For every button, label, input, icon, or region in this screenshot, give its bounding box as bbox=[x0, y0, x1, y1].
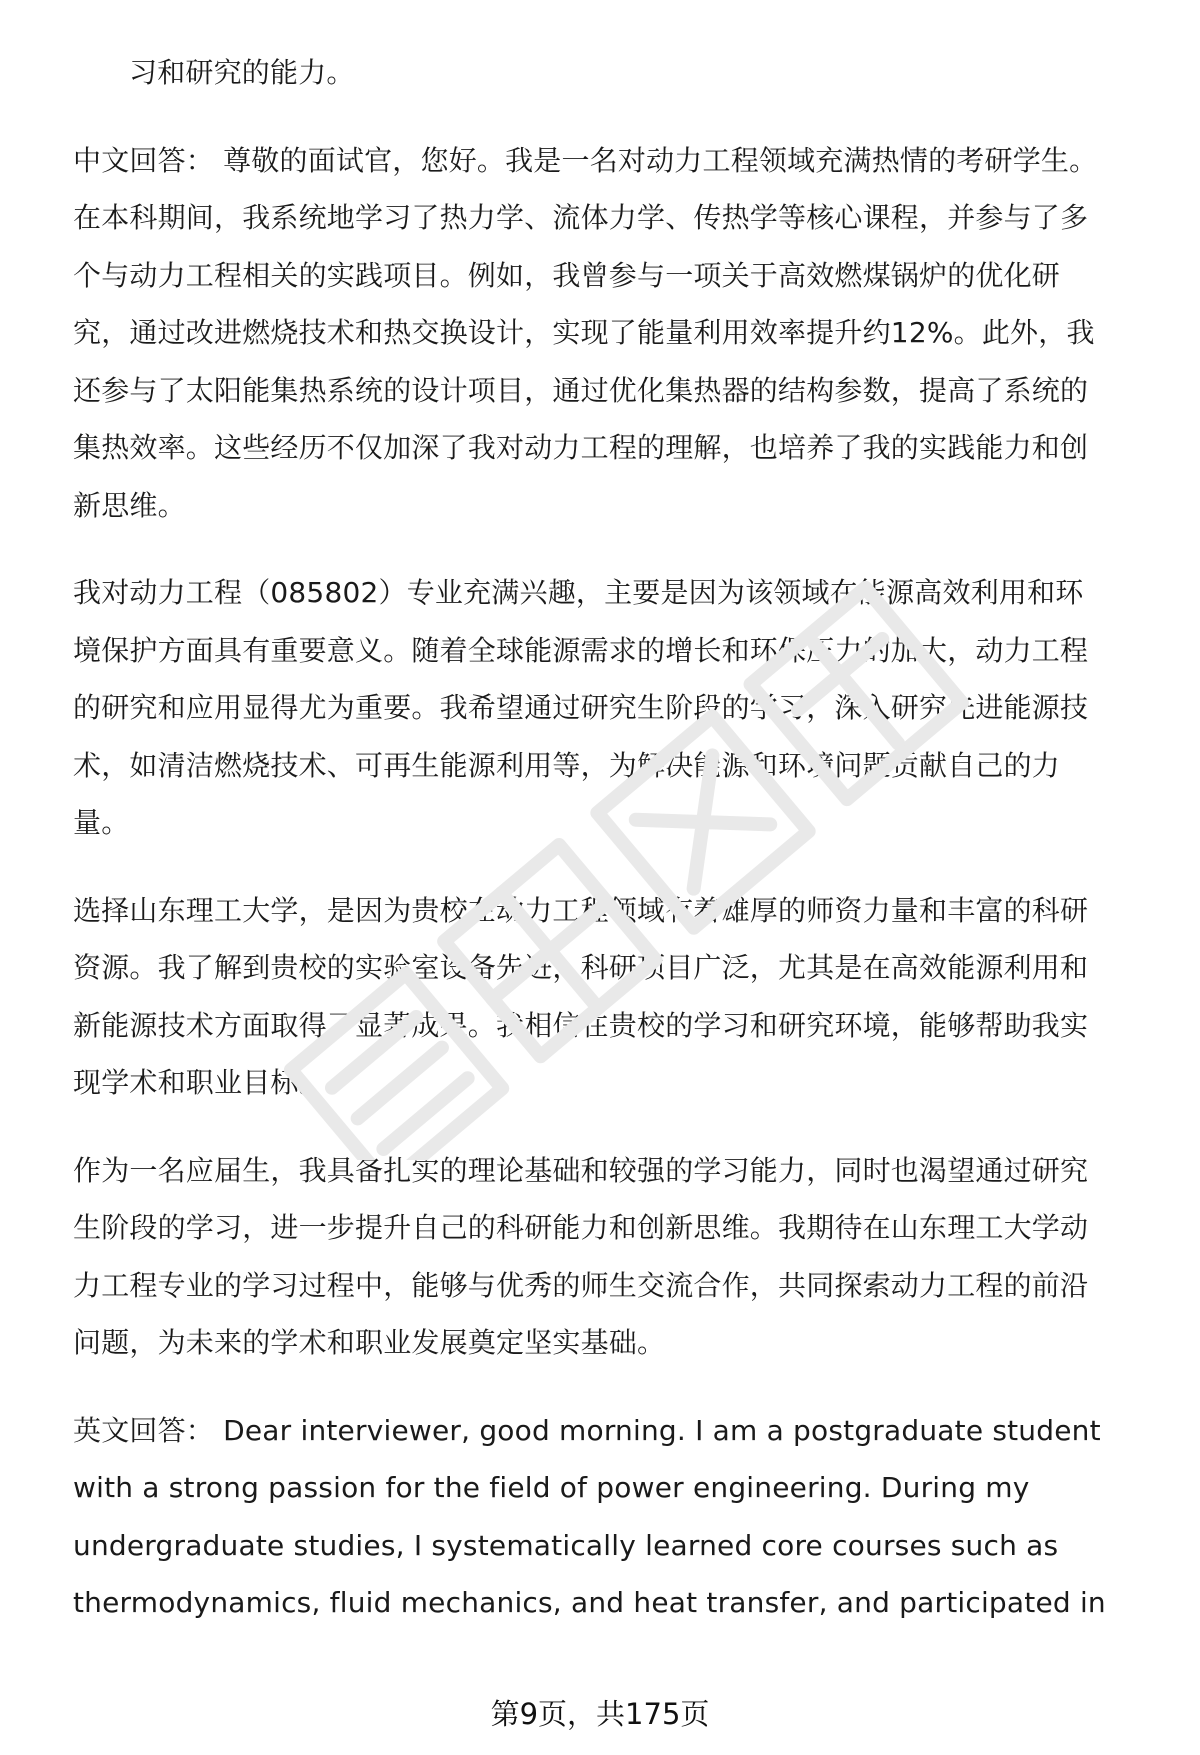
text-line: 力工程专业的学习过程中，能够与优秀的师生交流合作，共同探索动力工程的前沿 bbox=[73, 1268, 1089, 1302]
text-line: 量。 bbox=[73, 806, 130, 839]
text-line: 境保护方面具有重要意义。随着全球能源需求的增长和环保压力的加大，动力工程 bbox=[73, 633, 1089, 667]
text-line: 究，通过改进燃烧技术和热交换设计，实现了能量利用效率提升约12%。此外，我 bbox=[73, 316, 1095, 349]
text-line: 问题，为未来的学术和职业发展奠定坚实基础。 bbox=[73, 1326, 666, 1359]
text-line: undergraduate studies, I systematically learned core courses such as bbox=[73, 1528, 1059, 1562]
text-line: 还参与了太阳能集热系统的设计项目，通过优化集热器的结构参数，提高了系统的 bbox=[73, 373, 1089, 407]
text-line: 生阶段的学习，进一步提升自己的科研能力和创新思维。我期待在山东理工大学动 bbox=[73, 1211, 1089, 1244]
text-line: 中文回答： 尊敬的面试官，您好。我是一名对动力工程领域充满热情的考研学生。 bbox=[73, 143, 1098, 177]
text-line: 集热效率。这些经历不仅加深了我对动力工程的理解，也培养了我的实践能力和创 bbox=[73, 431, 1089, 464]
text-line: 英文回答： Dear interviewer, good morning. I am a postgraduate student bbox=[73, 1413, 1101, 1447]
paragraph-expectations bbox=[73, 1142, 1133, 1372]
text-line: thermodynamics, fluid mechanics, and heat transfer, and participated in bbox=[73, 1586, 1106, 1619]
document-page bbox=[73, 44, 1133, 1662]
text-line: 资源。我了解到贵校的实验室设备先进，科研项目广泛，尤其是在高效能源利用和 bbox=[73, 951, 1089, 984]
text-line: 的研究和应用显得尤为重要。我希望通过研究生阶段的学习，深入研究先进能源技 bbox=[73, 691, 1089, 724]
paragraph-english-answer bbox=[73, 1402, 1133, 1632]
text-line: 现学术和职业目标。 bbox=[73, 1066, 327, 1099]
text-line: with a strong passion for the field of power engineering. During my bbox=[73, 1471, 1030, 1504]
text-line: 选择山东理工大学，是因为贵校在动力工程领域有着雄厚的师资力量和丰富的科研 bbox=[73, 893, 1089, 927]
paragraph-chinese-answer-intro bbox=[73, 132, 1133, 535]
text-line: 我对动力工程（085802）专业充满兴趣，主要是因为该领域在能源高效利用和环 bbox=[73, 576, 1084, 609]
text-line: 个与动力工程相关的实践项目。例如，我曾参与一项关于高效燃煤锅炉的优化研 bbox=[73, 258, 1061, 292]
text-line: 新能源技术方面取得了显著成果。我相信在贵校的学习和研究环境，能够帮助我实 bbox=[73, 1008, 1089, 1042]
text-line: 习和研究的能力。 bbox=[129, 56, 355, 89]
page-number-footer: 第9页，共175页 bbox=[490, 1697, 710, 1731]
text-line: 作为一名应届生，我具备扎实的理论基础和较强的学习能力，同时也渴望通过研究 bbox=[73, 1153, 1089, 1187]
paragraph-major-interest bbox=[73, 564, 1133, 852]
text-line: 在本科期间，我系统地学习了热力学、流体力学、传热学等核心课程，并参与了多 bbox=[73, 201, 1089, 234]
text-line: 术，如清洁燃烧技术、可再生能源利用等，为解决能源和环境问题贡献自己的力 bbox=[73, 748, 1061, 782]
paragraph-school-choice bbox=[73, 882, 1133, 1112]
paragraph-continuation bbox=[73, 44, 1133, 102]
text-line: 新思维。 bbox=[73, 488, 186, 522]
